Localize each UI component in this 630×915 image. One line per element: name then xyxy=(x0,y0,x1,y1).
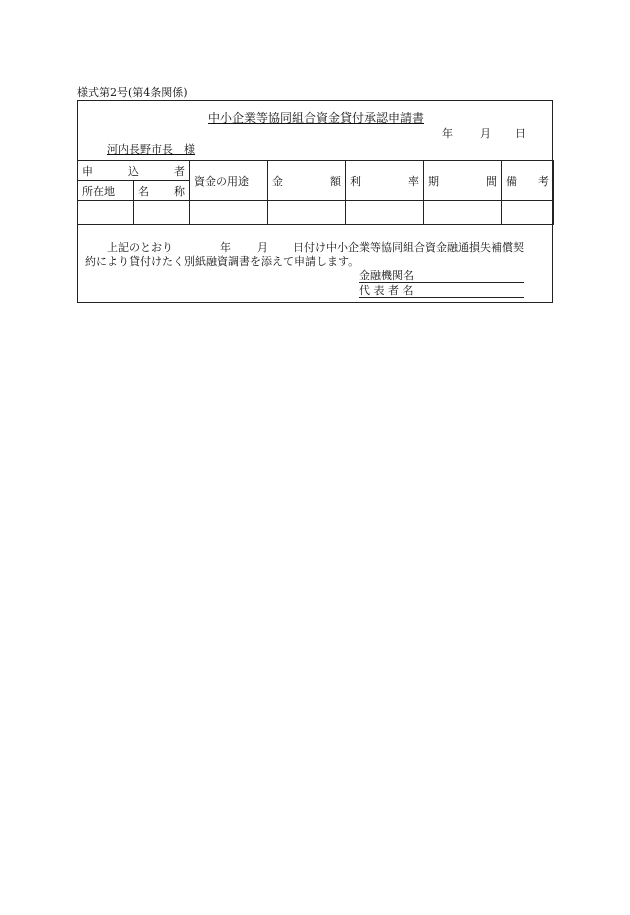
application-table xyxy=(77,160,554,225)
header-applicant: 申込者 xyxy=(78,161,190,181)
cell-interest[interactable] xyxy=(346,201,424,225)
header-purpose: 資金の用途 xyxy=(190,161,268,201)
header-amount: 金額 xyxy=(268,161,346,201)
form-title: 中小企業等協同組合資金貸付承認申請書 xyxy=(208,111,425,125)
statement-month: 月 xyxy=(257,241,268,254)
form-number-label: 様式第2号(第4条関係) xyxy=(77,86,188,99)
date-day: 日 xyxy=(515,127,526,140)
date-month: 月 xyxy=(480,127,491,140)
cell-purpose[interactable] xyxy=(190,201,268,225)
header-period: 期間 xyxy=(424,161,502,201)
cell-period[interactable] xyxy=(424,201,502,225)
institution-name-field: 金融機関名 xyxy=(359,269,524,283)
cell-address[interactable] xyxy=(78,201,134,225)
cell-amount[interactable] xyxy=(268,201,346,225)
cell-name[interactable] xyxy=(134,201,190,225)
statement-text-a: 上記のとおり xyxy=(107,241,173,254)
date-year: 年 xyxy=(442,127,453,140)
header-interest: 利率 xyxy=(346,161,424,201)
representative-name-field: 代 表 者 名 xyxy=(359,284,524,298)
statement-text-b: 日付け中小企業等協同組合資金融通損失補償契 xyxy=(293,241,524,254)
application-form xyxy=(77,100,553,303)
statement-year: 年 xyxy=(220,241,231,254)
header-name: 名 称 xyxy=(134,181,190,201)
header-address: 所在地 xyxy=(78,181,134,201)
addressee: 河内長野市長 様 xyxy=(107,143,195,156)
statement-line-2: 約により貸付けたく別紙融資調書を添えて申請します。 xyxy=(85,255,360,268)
header-remarks: 備考 xyxy=(502,161,554,201)
cell-remarks[interactable] xyxy=(502,201,554,225)
